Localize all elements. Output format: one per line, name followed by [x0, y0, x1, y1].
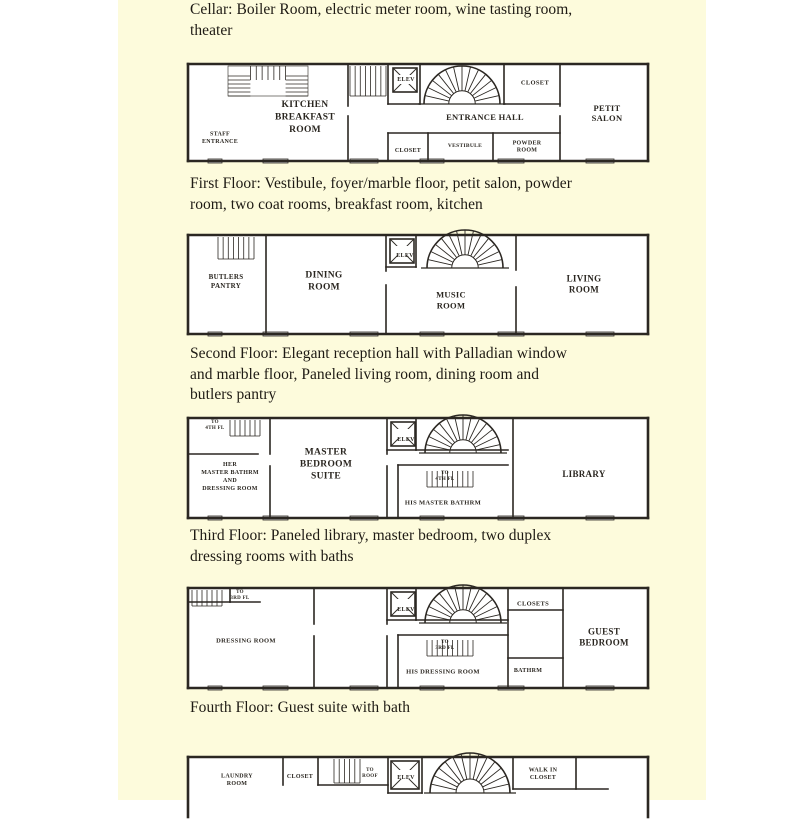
- floor-plan-fifth-floor: [186, 755, 652, 819]
- room-label-library: LIBRARY: [562, 469, 606, 480]
- room-label-butlers-pantry: BUTLERS PANTRY: [208, 272, 244, 290]
- room-label-his-master-bathroom: HIS MASTER BATHRM: [404, 499, 482, 507]
- third-floor-plan-drawing: [186, 416, 650, 520]
- room-label-to-4th-floor-her: TO 4TH FL: [205, 419, 225, 431]
- room-label-entrance-hall: ENTRANCE HALL: [446, 111, 524, 122]
- room-label-bathroom: BATHRM: [513, 668, 543, 675]
- room-label-to-roof: TO ROOF: [362, 767, 378, 779]
- floor-plan-fourth-floor: [186, 586, 652, 690]
- room-label-to-3rd-floor-his: TO 3RD FL: [435, 639, 455, 651]
- room-label-staff-entrance: STAFF ENTRANCE: [201, 131, 239, 145]
- floor-plan-second-floor: [186, 233, 652, 336]
- room-label-elevator: ELEV: [397, 607, 415, 614]
- caption-first-floor: First Floor: Vestibule, foyer/marble floor, petit salon, powder room, two coat rooms, breakfast room, kitchen: [190, 175, 572, 213]
- room-label-laundry-room: LAUNDRY ROOM: [221, 773, 253, 787]
- room-label-powder-room: POWDER ROOM: [512, 140, 542, 154]
- room-label-to-3rd-floor: TO 3RD FL: [230, 589, 250, 601]
- room-label-elevator: ELEV: [397, 77, 415, 84]
- caption-cellar: Cellar: Boiler Room, electric meter room, wine tasting room, theater: [190, 1, 573, 39]
- room-label-walk-in-closet: WALK IN CLOSET: [528, 767, 558, 781]
- room-label-vestibule: VESTIBULE: [447, 142, 483, 149]
- room-label-elevator: ELEV: [397, 437, 415, 444]
- room-label-petit-salon: PETIT SALON: [591, 102, 623, 123]
- room-label-closet-lower: CLOSET: [394, 148, 422, 155]
- room-label-closets: CLOSETS: [516, 600, 550, 608]
- room-label-her-master-bath-dressing: HER MASTER BATHRM AND DRESSING ROOM: [201, 462, 259, 493]
- second-floor-plan-drawing: [186, 233, 650, 336]
- caption-fourth-floor: Fourth Floor: Guest suite with bath: [190, 699, 411, 716]
- room-label-closet: CLOSET: [286, 774, 314, 781]
- room-label-to-4th-floor-his: TO 4TH FL: [435, 470, 455, 482]
- floor-plan-first-floor: [186, 62, 652, 163]
- room-label-guest-bedroom: GUEST BEDROOM: [579, 626, 629, 648]
- fifth-floor-plan-drawing: [186, 755, 650, 819]
- fourth-floor-plan-drawing: [186, 586, 650, 690]
- first-floor-plan-drawing: [186, 62, 650, 163]
- room-label-closet-upper: CLOSET: [520, 79, 550, 87]
- caption-third-floor: Third Floor: Paneled library, master bedroom, two duplex dressing rooms with baths: [190, 527, 552, 565]
- room-label-elevator: ELEV: [397, 775, 415, 782]
- room-label-dressing-room: DRESSING ROOM: [216, 637, 276, 645]
- room-label-master-bedroom-suite: MASTER BEDROOM SUITE: [299, 447, 353, 482]
- room-label-kitchen-breakfast-room: KITCHEN BREAKFAST ROOM: [274, 99, 336, 135]
- room-label-elevator: ELEV: [396, 253, 414, 260]
- room-label-his-dressing-room: HIS DRESSING ROOM: [406, 668, 480, 676]
- elevator-icon: [390, 239, 414, 263]
- caption-second-floor: Second Floor: Elegant reception hall with Palladian window and marble floor, Paneled living room, dining room and butlers pantry: [190, 345, 567, 403]
- room-label-dining-room: DINING ROOM: [305, 270, 343, 293]
- room-label-living-room: LIVING ROOM: [566, 273, 602, 295]
- room-label-music-room: MUSIC ROOM: [436, 289, 466, 311]
- floor-plan-third-floor: [186, 416, 652, 520]
